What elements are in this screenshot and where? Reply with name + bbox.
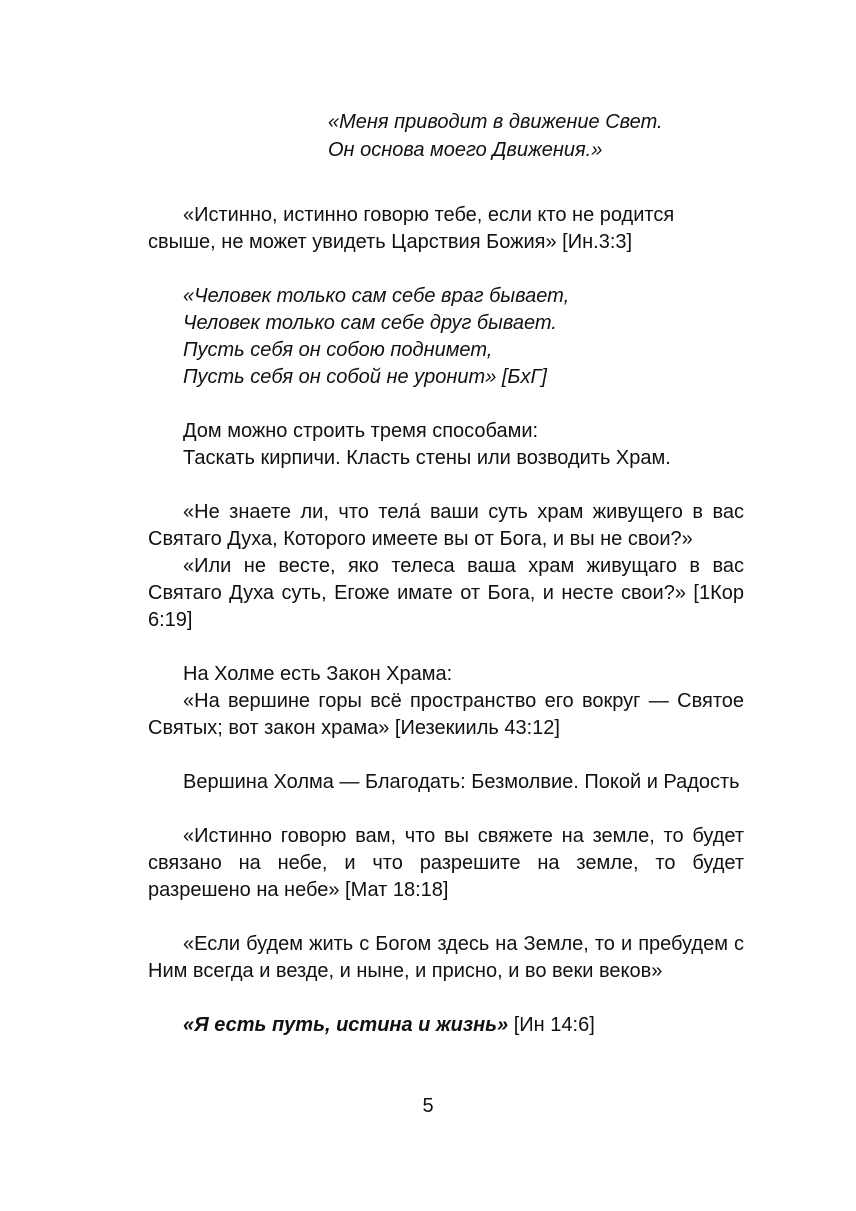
poem-line: «Человек только сам себе враг бывает, (183, 285, 570, 307)
paragraph-hill-intro: На Холме есть Закон Храма: (183, 663, 453, 685)
page-number: 5 (422, 1095, 434, 1117)
house-line: Таскать кирпичи. Класть стены или возводить Храм. (183, 447, 671, 469)
paragraph-john-14-6 (148, 1012, 744, 1039)
poem-line: Пусть себя он собой не уронит» [БхГ] (183, 366, 547, 388)
paragraph-corinthians-ru: «Не знаете ли, что тела́ ваши суть храм живущего в вас Святаго Духа, Которого имеете вы от Бога, и вы не свои?» (148, 501, 744, 550)
emphasized-quote: «Я есть путь, истина и жизнь» (183, 1014, 509, 1036)
house-paragraph (148, 418, 744, 472)
paragraph-matthew: «Истинно говорю вам, что вы свяжете на земле, то будет связано на небе, и что разрешите на земле, то будет разрешено на небе» [Мат 18:18] (148, 825, 744, 901)
epigraph-line: «Меня приводит в движение Свет. (328, 111, 663, 133)
paragraph-john-3-3: «Истинно, истинно говорю тебе, если кто не родится свыше, не может увидеть Царствия Божия» [Ин.3:3] (148, 204, 675, 253)
epigraph (328, 108, 663, 164)
poem-bhagavad-gita (148, 283, 744, 391)
paragraph-corinthians-cs: «Или не весте, яко телеса ваша храм живущаго в вас Святаго Духа суть, Егоже имате от Бога, и несте свои?» [1Кор 6:19] (148, 555, 744, 631)
paragraph-ezekiel: «На вершине горы всё пространство его вокруг — Святое Святых; вот закон храма» [Иезекииль 43:12] (148, 690, 744, 739)
paragraph-with-god: «Если будем жить с Богом здесь на Земле, то и пребудем с Ним всегда и везде, и ныне, и присно, и во веки веков» (148, 933, 744, 982)
poem-line: Пусть себя он собою поднимет, (183, 339, 493, 361)
poem-line: Человек только сам себе друг бывает. (183, 312, 557, 334)
house-line: Дом можно строить тремя способами: (183, 420, 539, 442)
epigraph-line: Он основа моего Движения.» (328, 139, 603, 161)
paragraph-summit: Вершина Холма — Благодать: Безмолвие. Покой и Радость (183, 771, 740, 793)
reference: [Ин 14:6] (508, 1014, 595, 1036)
body-text (148, 202, 744, 1039)
